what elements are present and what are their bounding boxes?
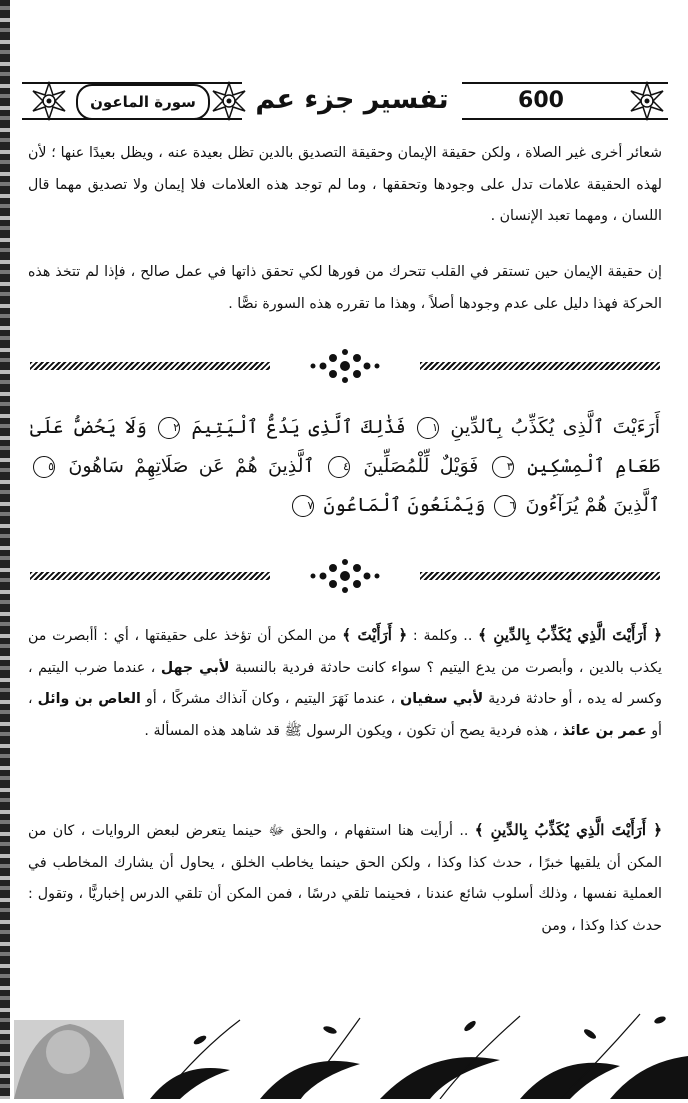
- tafsir-text: ، عندما ضرب اليتيم ، وكسر له يده ، أو حادثة فردية: [28, 659, 662, 707]
- book-title: تفسير جزء عم: [242, 74, 462, 124]
- tafsir-paragraph: [28, 815, 662, 942]
- tafsir-text: من المكن أن تؤخذ على حقيقتها ، أي : أأبصرت من يكذب بالدين ، وأبصرت من يدع اليتيم ؟ سواء كانت حادثة فردية بالنسبة: [28, 628, 662, 676]
- divider-rule: [30, 572, 270, 580]
- person-name: عمر بن عائذ: [562, 722, 647, 739]
- surah-name-badge: سورة الماعون: [76, 84, 210, 120]
- ornament-icon: [208, 80, 250, 122]
- footer-floral-artwork: [0, 1000, 688, 1099]
- verse-text: ٱلَّذِينَ هُمْ يُرَآءُونَ: [525, 494, 660, 516]
- paragraph: شعائر أخرى غير الصلاة ، ولكن حقيقة الإيمان وحقيقة التصديق بالدين تظل بعيدة عنه ، ويظل بعيدًا عنها ؛ لأن لهذه الحقيقة علامات تدل على وجودها وتحققها ، وما لم توجد هذه العلامات فلا إيمان ولا تصديق مهما قال اللسان ، ومهما تعبد الإنسان .: [28, 145, 662, 224]
- verse-text: فَوَيْلٌ لِّلْمُصَلِّينَ: [363, 455, 479, 477]
- page-number: 600: [518, 87, 564, 113]
- tafsir-text: .. أرأيت هنا استفهام ، والحق ﷻ حينما يتعرض لبعض الروايات ، كان من المكن أن يلقيها خبرًا ، حدث كذا وكذا ، ولكن الحق حينما يخاطب الخلق ، يحاول أن يشارك المخاطب في العملية نفسها ، وذلك أسلوب شائع عندنا ، فحينما تلقي درسًا ، فمن المكن أن تلقي الدرس إخباريًّا ، وتقول : حدث كذا وكذا ، ومن: [28, 823, 662, 934]
- person-name: العاص بن وائل: [37, 691, 141, 707]
- verse-number: ٥: [33, 456, 55, 478]
- word-quote: ﴿ أَرَأَيْتَ ﴾: [342, 626, 408, 644]
- divider-rule: [420, 572, 660, 580]
- verse-text: أَرَءَيْتَ ٱلَّذِى يُكَذِّبُ بِٱلدِّينِ: [450, 416, 661, 438]
- ornament-icon: [626, 80, 668, 122]
- ornamental-divider: [30, 346, 660, 386]
- verse-text: وَلَا يَحُضُّ عَلَىٰ طَعَامِ ٱلْمِسْكِينِ: [30, 416, 660, 477]
- tafsir-text: ، هذه فردية يصح أن تكون ، ويكون الرسول ﷺ قد شاهد هذه المسألة .: [144, 722, 563, 739]
- ornamental-divider: [30, 556, 660, 596]
- tafsir-paragraph: [28, 620, 662, 747]
- ornament-icon: [28, 80, 70, 122]
- verse-number: ٤: [328, 456, 350, 478]
- divider-rule: [420, 362, 660, 370]
- verse-text: وَيَمْنَعُونَ ٱلْمَاعُونَ: [323, 494, 486, 516]
- floral-ornament-icon: [295, 346, 395, 386]
- verse-quote: ﴿ أَرَأَيْتَ الَّذِي يُكَذِّبُ بِالدِّينِ ﴾: [474, 821, 662, 839]
- quran-verses: [30, 408, 660, 525]
- verse-text: ٱلَّذِينَ هُمْ عَن صَلَاتِهِمْ سَاهُونَ: [68, 455, 315, 477]
- person-name: لأبي جهل: [160, 659, 230, 676]
- verse-quote: ﴿ أَرَأَيْتَ الَّذِي يُكَذِّبُ بِالدِّينِ ﴾: [478, 626, 663, 644]
- page-header: [22, 78, 668, 124]
- floral-ornament-icon: [295, 556, 395, 596]
- tafsir-text: ، عندما نَهَرَ اليتيم ، وكان آنذاك مشركًا ، أو: [140, 691, 401, 707]
- verse-number: ٦: [494, 495, 516, 517]
- verse-number: ٢: [158, 417, 180, 439]
- paragraph: إن حقيقة الإيمان حين تستقر في القلب تتحرك من فورها لكي تحقق ذاتها في عمل صالح ، فإذا لم تتخذ هذه الحركة فهذا دليل على عدم وجودها أصلاً ، وهذا ما تقرره هذه السورة نصًّا .: [28, 264, 662, 312]
- tafsir-text: ، أو: [28, 691, 662, 739]
- verse-number: ٣: [492, 456, 514, 478]
- tafsir-text: .. وكلمة :: [407, 628, 479, 644]
- divider-rule: [30, 362, 270, 370]
- verse-number: ٧: [292, 495, 314, 517]
- book-spine-edge: [0, 0, 10, 1099]
- verse-text: فَذَٰلِكَ ٱلَّذِى يَدُعُّ ٱلْيَتِيمَ: [191, 416, 406, 438]
- verse-number: ١: [417, 417, 439, 439]
- person-name: لأبي سفيان: [400, 691, 484, 707]
